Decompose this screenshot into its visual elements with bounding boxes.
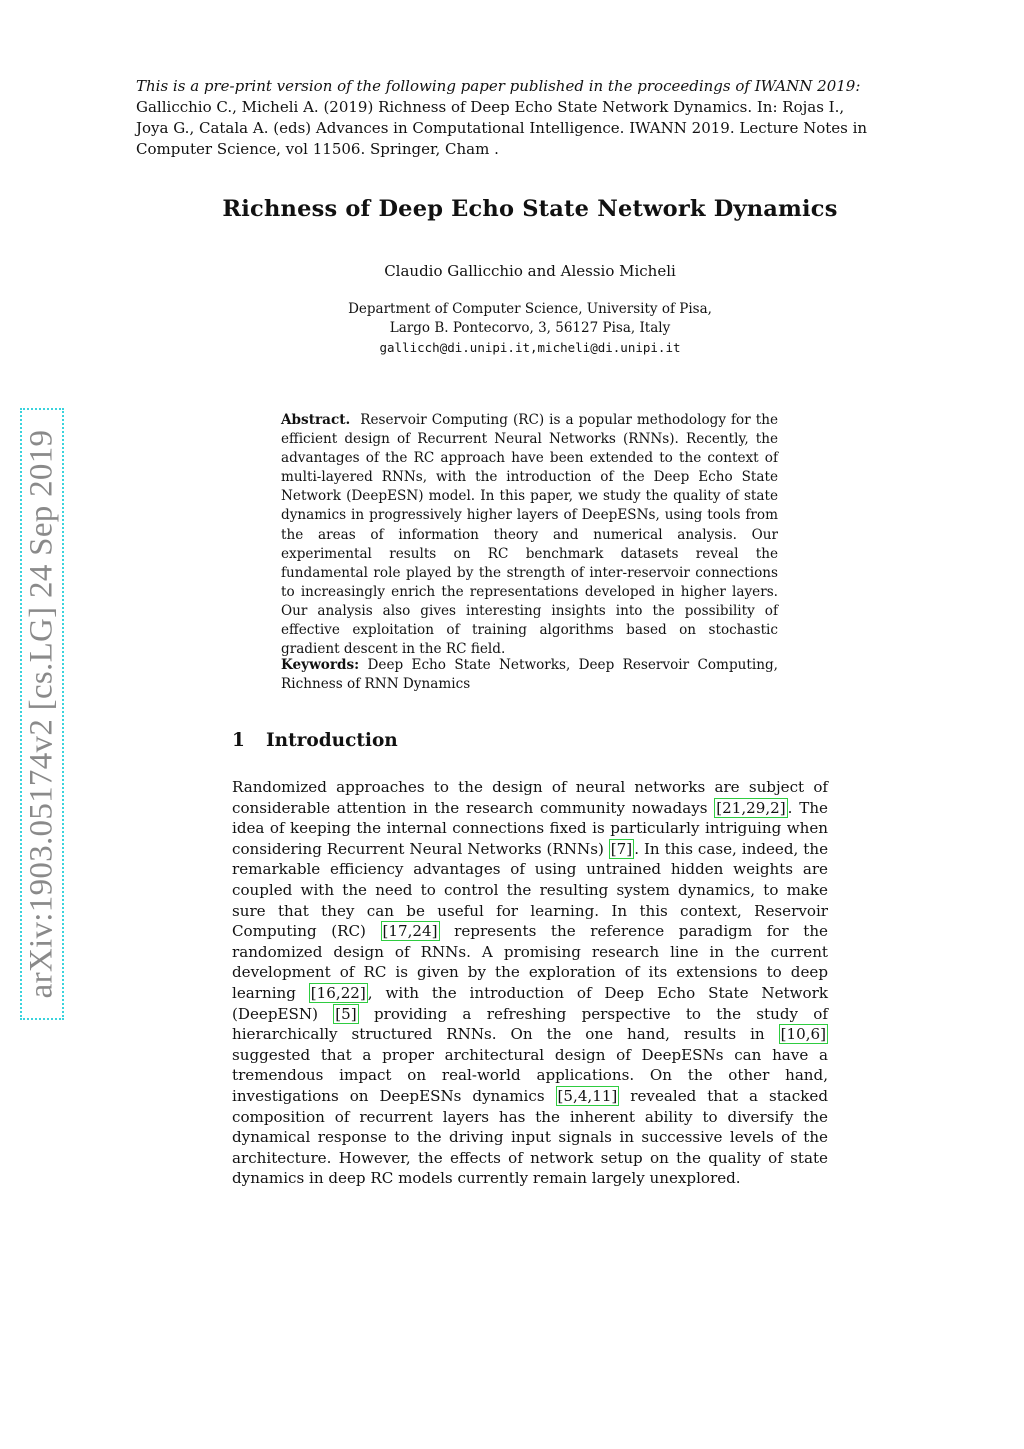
intro-text-4: represents the reference paradigm for the randomized design of RNNs. A promising research line in the current development of RC is given by the exploration of its extensions to deep learning	[232, 922, 828, 1002]
intro-paragraph	[232, 777, 828, 1189]
keywords-label: Keywords:	[281, 657, 360, 673]
section-heading	[232, 730, 398, 751]
keywords	[281, 656, 778, 694]
affiliation-line1: Department of Computer Science, University of Pisa,	[348, 301, 712, 317]
author-emails[interactable]: gallicch@di.unipi.it,micheli@di.unipi.it	[379, 340, 681, 355]
section-number: 1	[232, 730, 245, 751]
paper-title: Richness of Deep Echo State Network Dynamics	[222, 196, 838, 222]
intro-text-1: Randomized approaches to the design of neural networks are subject of considerable attention in the research community nowadays	[232, 778, 828, 817]
citation-link[interactable]: [16,22]	[310, 983, 366, 1002]
citation-link[interactable]: [21,29,2]	[716, 798, 786, 817]
intro-text-2: . The idea of keeping the internal connections fixed is particularly intriguing when considering Recurrent Neural Networks (RNNs)	[232, 798, 828, 858]
intro-text-8: revealed that a stacked composition of recurrent layers has the inherent ability to diversify the dynamical response to the driving input signals in successive levels of the architecture. However, the effects of network setup on the quality of state dynamics in deep RC models currently remain largely unexplored.	[232, 1086, 828, 1188]
keywords-text: Deep Echo State Networks, Deep Reservoir Computing, Richness of RNN Dynamics	[281, 657, 778, 693]
introduction-body	[232, 777, 828, 1189]
abstract-text: Reservoir Computing (RC) is a popular methodology for the efficient design of Recurrent Neural Networks (RNNs). Recently, the advantages of the RC approach have been extended to the context of multi-layered RNNs, with the introduction of the Deep Echo State Network (DeepESN) model. In this paper, we study the quality of state dynamics in progressively higher layers of DeepESNs, using tools from the areas of information theory and numerical analysis. Our experimental results on RC benchmark datasets reveal the fundamental role played by the strength of inter-reservoir connections to increasingly enrich the representations developed in higher layers. Our analysis also gives interesting insights into the possibility of effective exploitation of training algorithms based on stochastic gradient descent in the RC field.	[281, 412, 778, 658]
citation-link[interactable]: [10,6]	[780, 1025, 826, 1044]
arxiv-stamp[interactable]: arXiv:1903.05174v2 [cs.LG] 24 Sep 2019	[23, 429, 60, 999]
citation-link[interactable]: [5,4,11]	[557, 1086, 618, 1105]
citation-link[interactable]: [5]	[335, 1004, 357, 1023]
intro-text-7: suggested that a proper architectural design of DeepESNs can have a tremendous impact on real-world applications. On the other hand, investigations on DeepESNs dynamics	[232, 1045, 828, 1105]
intro-text-5: , with the introduction of Deep Echo State Network (DeepESN)	[232, 983, 828, 1023]
intro-text-3: . In this case, indeed, the remarkable efficiency advantages of using untrained hidden weights are coupled with the need to control the resulting system dynamics, to make sure that they can be useful for learning. In this context, Reservoir Computing (RC)	[232, 839, 828, 941]
affiliation	[180, 300, 880, 357]
citation-link[interactable]: [17,24]	[382, 922, 438, 941]
abstract-label: Abstract.	[281, 412, 351, 428]
notice-line1: This is a pre-print version of the following paper published in the proceedings of IWANN 2019:	[136, 77, 861, 95]
citation-link[interactable]: [7]	[610, 839, 633, 858]
notice-citation: Gallicchio C., Micheli A. (2019) Richness of Deep Echo State Network Dynamics. In: Rojas I., Joya G., Catala A. (eds) Advances in Computational Intelligence. IWANN 2019. Lecture Notes in Computer Science, vol 11506. Springer, Cham .	[136, 98, 868, 158]
intro-text-6: providing a refreshing perspective to the study of hierarchically structured RNNs. On the one hand, results in	[232, 1004, 828, 1044]
paper-authors: Claudio Gallicchio and Alessio Micheli	[384, 262, 676, 280]
section-title: Introduction	[266, 730, 398, 751]
abstract	[281, 411, 778, 659]
preprint-notice	[136, 76, 870, 160]
affiliation-line2: Largo B. Pontecorvo, 3, 56127 Pisa, Italy	[389, 320, 671, 336]
